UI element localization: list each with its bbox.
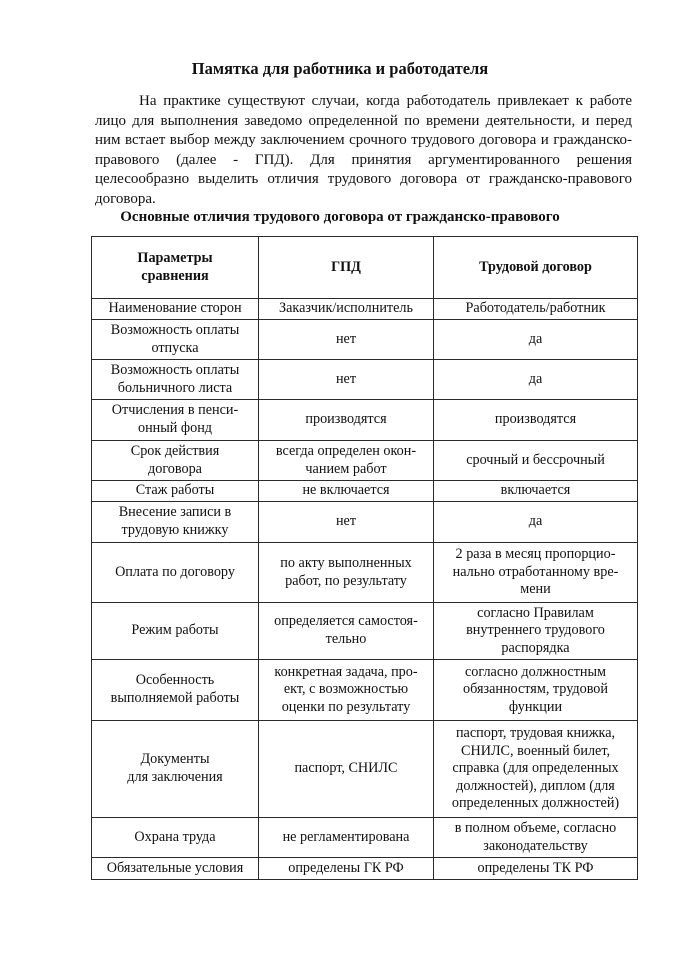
header-labor-contract: Трудовой договор [434,237,638,299]
row-gpd-value: производятся [259,400,434,441]
row-labor-value: да [434,320,638,360]
table-row [92,660,638,721]
header-parameters: Параметры сравнения [92,237,259,299]
table-row [92,603,638,660]
row-gpd-value: конкретная задача, про- ект, с возможностью оценки по результату [259,660,434,721]
intro-paragraph: На практике существуют случаи, когда работодатель привлекает к работе лицо для выполнения заведомо определенной по времени деятельности, и перед ним встает выбор между заключением срочного трудового договора и гражданско-правового (далее - ГПД). Для принятия аргументированного решения целесообразно выделить отличия трудового договора от гражданско-правового договора. [95,93,632,207]
row-parameter: Особенность выполняемой работы [92,660,259,721]
table-row [92,441,638,481]
row-labor-value: согласно должностным обязанностям, трудовой функции [434,660,638,721]
table-row [92,299,638,320]
table-caption: Основные отличия трудового договора от гражданско-правового [120,209,560,225]
row-gpd-value: Заказчик/исполнитель [259,299,434,320]
row-parameter: Оплата по договору [92,543,259,603]
row-gpd-value: не включается [259,481,434,502]
table-row [92,502,638,543]
comparison-table [91,236,638,880]
table-row [92,320,638,360]
row-gpd-value: нет [259,320,434,360]
table-row [92,543,638,603]
row-gpd-value: определяется самостоя- тельно [259,603,434,660]
table-row [92,400,638,441]
table-row [92,818,638,858]
row-labor-value: да [434,360,638,400]
row-gpd-value: по акту выполненных работ, по результату [259,543,434,603]
row-labor-value: согласно Правилам внутреннего трудового распорядка [434,603,638,660]
row-parameter: Отчисления в пенси- онный фонд [92,400,259,441]
row-labor-value: в полном объеме, согласно законодательству [434,818,638,858]
row-labor-value: 2 раза в месяц пропорцио- нально отработанному вре- мени [434,543,638,603]
table-row [92,721,638,818]
table-row [92,481,638,502]
page-title: Памятка для работника и работодателя [191,59,489,78]
table-row [92,858,638,880]
row-labor-value: Работодатель/работник [434,299,638,320]
row-labor-value: паспорт, трудовая книжка, СНИЛС, военный билет, справка (для определенных должностей), диплом (для определенных должностей) [434,721,638,818]
row-parameter: Стаж работы [92,481,259,502]
row-gpd-value: всегда определен окон- чанием работ [259,441,434,481]
row-gpd-value: определены ГК РФ [259,858,434,880]
row-parameter: Возможность оплаты отпуска [92,320,259,360]
row-gpd-value: не регламентирована [259,818,434,858]
table-row [92,360,638,400]
row-parameter: Внесение записи в трудовую книжку [92,502,259,543]
row-parameter: Документы для заключения [92,721,259,818]
row-gpd-value: нет [259,502,434,543]
row-parameter: Охрана труда [92,818,259,858]
row-parameter: Обязательные условия [92,858,259,880]
row-gpd-value: паспорт, СНИЛС [259,721,434,818]
row-parameter: Срок действия договора [92,441,259,481]
row-labor-value: срочный и бессрочный [434,441,638,481]
row-gpd-value: нет [259,360,434,400]
row-labor-value: определены ТК РФ [434,858,638,880]
row-labor-value: включается [434,481,638,502]
row-labor-value: производятся [434,400,638,441]
row-parameter: Наименование сторон [92,299,259,320]
row-labor-value: да [434,502,638,543]
row-parameter: Возможность оплаты больничного листа [92,360,259,400]
table-header-row [92,237,638,299]
header-gpd: ГПД [259,237,434,299]
row-parameter: Режим работы [92,603,259,660]
